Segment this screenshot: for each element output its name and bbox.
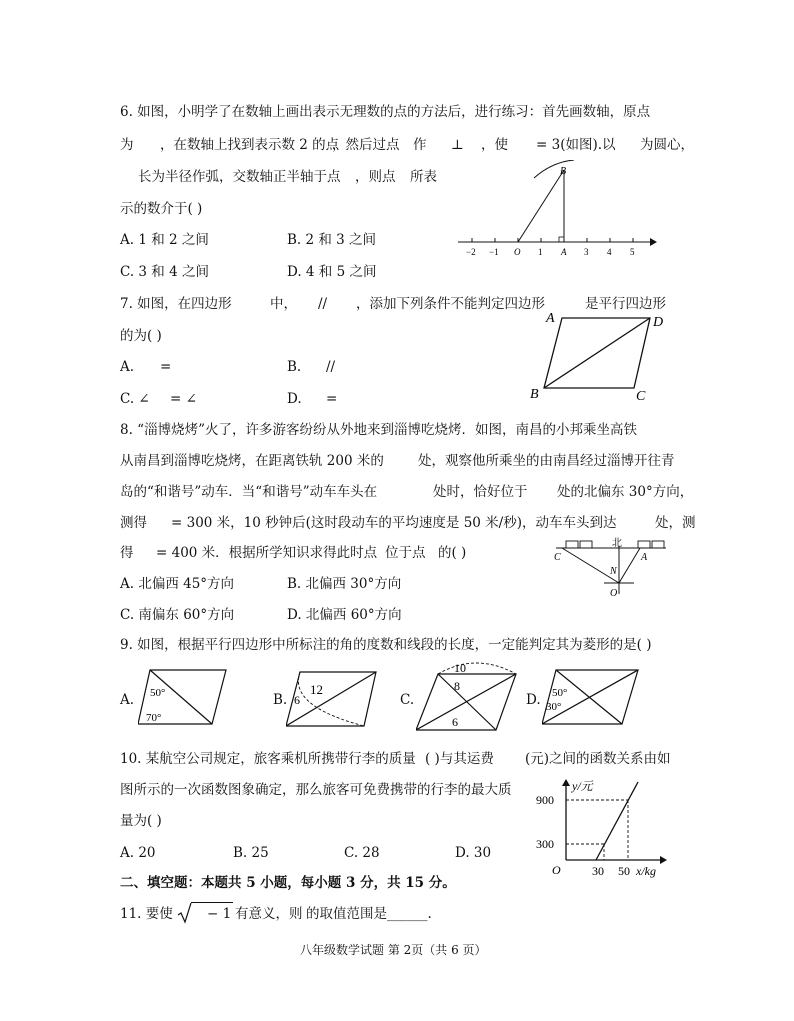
x-axis-arrow-icon [660,856,667,864]
origin-label: O [552,863,561,877]
vertex-b-label: B [530,387,539,402]
q6-option-b: B. 2 和 3 之间 [287,232,377,248]
q7-option-a-label: A. [120,359,135,375]
vertex-a-label: A [546,311,555,326]
q8-line5b: = 400 米．根据所学知识求得此时点 [156,545,378,561]
q8-option-c: C. 南偏东 60°方向 [120,607,235,623]
q7-option-d-expr: = [326,391,338,407]
q7-line1a: 7. 如图，在四边形 [120,296,232,312]
q9-line1: 9. 如图，根据平行四边形中所标注的角的度数和线段的长度，一定能判定其为菱形的是( ) [120,637,652,653]
q8-option-a: A. 北偏西 45°方向 [120,576,235,592]
point-a-label: A [561,247,567,257]
point-o-label: O [610,588,618,599]
segment-ob [518,170,564,242]
q9-label-b: B. [273,692,288,708]
q11-suffix2: 的取值范围是______. [306,906,432,922]
q6-line2d: 作 [413,137,427,153]
q6-line2c: ，然后过点 [332,137,400,153]
q10-graph-figure [530,778,670,880]
x-tick-50: 50 [618,864,630,878]
angle-label: 50° [552,687,568,699]
section-heading: 二、填空题：本题共 5 小题，每小题 3 分，共 15 分。 [120,875,456,891]
vertex-d-label: D [653,315,664,330]
q10-line2: 图所示的一次函数图象确定，那么旅客可免费携带的行李的最大质 [120,782,512,798]
q6-option-d: D. 4 和 5 之间 [287,264,377,280]
q10-option-b: B. 25 [233,845,269,861]
q7-line1e: 是平行四边形 [585,296,666,312]
q8-line2b: 处，观察他所乘坐的由南昌经过淄博开往青 [418,453,675,469]
tick-label: 4 [607,247,612,257]
vertex-c-label: C [636,389,646,404]
q9-label-c: C. [400,692,415,708]
point-c-label: C [554,552,561,563]
q8-line3a: 岛的“和谐号”动车．当“和谐号”动车车头在 [120,484,378,500]
q10-line1a: 10. 某航空公司规定，旅客乘机所携带行李的质量 [120,751,416,767]
q6-line4: 示的数介于( ) [120,201,203,217]
q6-line3c: 所表 [410,169,437,185]
q6-line2f: ，使 [481,137,508,153]
q9-label-a: A. [120,692,135,708]
q11-radicand: − 1 [207,906,232,922]
segment-label: 12 [310,682,323,697]
q10-line1c: (元)之间的函数关系由如 [525,751,671,767]
q8-option-b: B. 北偏西 30°方向 [287,576,402,592]
q7-option-d-label: D. [287,391,302,407]
q6-line2h: 为圆心， [640,137,694,153]
sqrt-radical-icon [177,902,193,924]
segment-label: 6 [294,693,300,707]
segment-label: 8 [454,679,460,693]
q8-option-d: D. 北偏西 60°方向 [287,607,402,623]
q8-line2a: 从南昌到淄博吃烧烤，在距离铁轨 200 米的 [120,453,384,469]
q6-number-line-figure [452,160,660,260]
right-angle-mark [559,237,564,242]
q6-line1: 6. 如图，小明学了在数轴上画出表示无理数的点的方法后，进行练习：首先画数轴，原点 [120,104,651,120]
q11-prefix: 11. 要使 [120,906,173,922]
segment-label: 6 [452,715,458,729]
q7-line1c: // [318,296,328,312]
q10-option-a: A. 20 [120,845,156,861]
arc [534,160,574,178]
function-line [596,782,638,860]
y-axis-arrow-icon [562,779,570,786]
tick-label: 5 [630,247,635,257]
angle-label: 50° [150,687,166,699]
q6-line3b: ，则点 [355,169,396,185]
q7-quadrilateral-figure [528,306,678,404]
q9-figure-d [542,666,640,730]
sqrt-overline [191,902,233,903]
q8-line5a: 得 [120,545,134,561]
q8-line3b: 处时，恰好位于 [433,484,528,500]
segment-label: 10 [454,661,466,675]
q10-line3: 量为( ) [120,813,162,829]
angle-label: 30° [546,701,562,713]
q6-line2g: = 3(如图).以 [536,137,616,153]
q8-line5d: 的( ) [438,545,467,561]
segment-oa [619,548,640,583]
q7-line1b: 中， [270,296,297,312]
tick-label: −2 [466,247,476,257]
page-footer: 八年级数学试题 第 2页（共 6 页） [300,943,487,957]
axis-arrow-icon [650,238,657,246]
train-car [638,541,650,548]
q10-line1b: ( )与其运费 [425,751,494,767]
q6-option-a: A. 1 和 2 之间 [120,232,209,248]
q7-option-b-label: B. [287,359,302,375]
origin-label: O [514,247,521,257]
point-n-label: N [610,566,617,577]
q7-option-c-expr: = ∠ [170,391,197,407]
tick-label: 1 [538,247,543,257]
q7-line1d: ，添加下列条件不能判定四边形 [356,296,545,312]
q9-figure-b [286,666,378,732]
q6-option-c: C. 3 和 4 之间 [120,264,209,280]
x-tick-30: 30 [592,864,604,878]
north-label: 北 [612,538,622,549]
point-b-label: B [560,166,567,177]
q8-train-figure [546,536,672,600]
q7-option-c-label: C. ∠ [120,391,150,407]
y-tick-900: 900 [536,793,554,807]
q6-line3a: 长为半径作弧，交数轴正半轴于点 [138,169,341,185]
point-a-label: A [641,552,648,563]
q8-line3c: 处的北偏东 30°方向， [557,484,694,500]
diagonal [416,674,516,730]
q9-label-d: D. [526,692,541,708]
q9-figure-c [416,658,518,736]
x-axis-label: x/kg [636,864,656,878]
q7-option-b-expr: // [326,359,336,375]
q8-line4a: 测得 [120,515,147,531]
q6-line2a: 为 [120,137,134,153]
y-tick-300: 300 [536,837,554,851]
train-car [652,541,664,548]
q6-line2b: ，在数轴上找到表示数 2 的点 [160,137,340,153]
angle-label: 70° [146,712,162,724]
q10-option-c: C. 28 [344,845,380,861]
q8-line4b: = 300 米，10 秒钟后(这时段动车的平均速度是 50 米/秒)，动车车头到达 [171,515,617,531]
q11-suffix: 有意义，则 [235,906,303,922]
tick-label: −1 [489,247,499,257]
q9-figure-a [138,666,228,730]
tick-label: 3 [584,247,589,257]
q7-line2: 的为( ) [120,328,162,344]
q6-line2e: ⊥ [451,137,464,153]
q8-line4c: 处，测 [655,515,696,531]
q8-line5c: 位于点 [385,545,426,561]
train-car [566,541,578,548]
q7-option-a-expr: = [160,359,172,375]
y-axis-label: y/元 [572,779,593,793]
q8-line1: 8. “淄博烧烤”火了，许多游客纷纷从外地来到淄博吃烧烤．如图，南昌的小邦乘坐高铁 [120,422,637,438]
train-car [580,541,592,548]
dashed-arc [438,663,516,674]
q10-option-d: D. 30 [455,845,492,861]
